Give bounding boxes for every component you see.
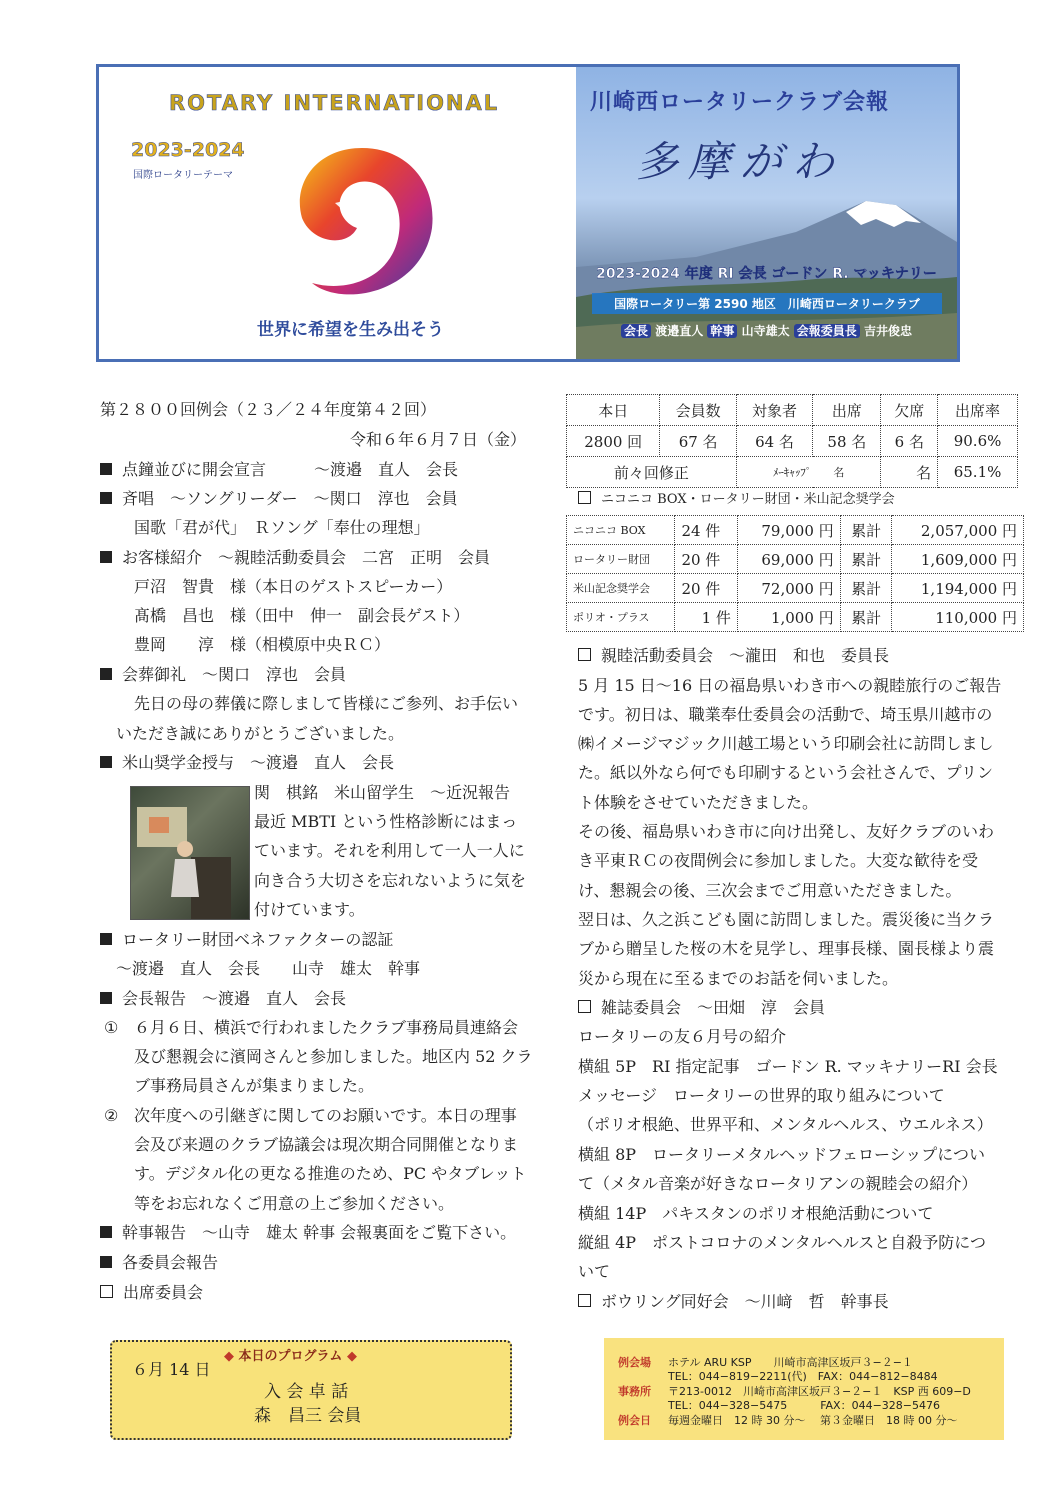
body-text: 横組 5P RI 指定記事 ゴードン R. マッキナリーRI 会長 <box>578 1057 998 1076</box>
bullet-icon <box>100 1226 112 1238</box>
agenda-text: 会葬御礼 ～関口 淳也 会員 <box>122 665 347 684</box>
checkbox-icon <box>578 491 591 504</box>
agenda-item <box>100 462 458 478</box>
body-text: いて <box>578 1262 611 1281</box>
table-cell: 米山記念奨学会 <box>567 574 675 603</box>
officers-line <box>576 322 957 339</box>
checkbox-icon <box>578 648 591 661</box>
table-header: 出席率 <box>938 395 1018 426</box>
guest-line: 髙橋 昌也 様（田中 伸一 副会長ゲスト） <box>134 606 470 625</box>
president-line: 2023-2024 年度 RI 会長 ゴードン R. マッキナリー <box>596 266 937 282</box>
scholar-report: 付けています。 <box>254 900 365 919</box>
body-text: き平東ＲＣの夜間例会に参加しました。大変な歓待を受 <box>578 851 979 870</box>
bullet-icon <box>100 933 112 945</box>
diamond-icon: ◆ <box>346 1349 357 1364</box>
program-date: ６月 14 日 <box>132 1360 211 1379</box>
body-text: け、懇親会の後、三次会までご用意いただきました。 <box>578 881 962 900</box>
agenda-text: お客様紹介 ～親睦活動委員会 二宮 正明 会員 <box>122 548 491 567</box>
table-row <box>567 516 1024 545</box>
body-text: いただき誠にありがとうございました。 <box>116 724 405 743</box>
body-text: 横組 8P ロータリーメタルヘッドフェローシップについ <box>578 1145 985 1164</box>
donation-table <box>566 515 1024 632</box>
committee-heading <box>578 1000 825 1016</box>
venue-label: 例会場 <box>618 1356 651 1369</box>
report-text: 次年度への引継ぎに関してのお願いです。本日の理事 <box>134 1106 517 1125</box>
table-cell: 累計 <box>840 545 892 574</box>
agenda-text: 国歌「君が代」 Ｒソング「奉仕の理想」 <box>134 518 430 537</box>
table-cell: 2,057,000 円 <box>892 516 1024 545</box>
committee-heading <box>578 648 889 664</box>
body-text: 縦組 4P ポストコロナのメンタルヘルスと自殺予防につ <box>578 1233 986 1252</box>
ri-theme-logo-icon <box>287 143 437 303</box>
table-cell: ニコニコ BOX <box>567 516 675 545</box>
table-row <box>567 545 1024 574</box>
table-header: 対象者 <box>736 395 812 426</box>
day-text: 毎週金曜日 12 時 30 分～ 第３金曜日 18 時 00 分～ <box>668 1414 958 1427</box>
table-cell: 67 名 <box>660 426 736 457</box>
agenda-text: ～渡邉 直人 会長 山寺 雄太 幹事 <box>116 959 421 978</box>
agenda-text: 米山奨学金授与 ～渡邉 直人 会長 <box>122 753 395 772</box>
body-text: ブから贈呈した桜の木を見学し、理事長様、園長様より震 <box>578 939 995 958</box>
table-row <box>567 603 1024 632</box>
ri-year: 2023-2024 <box>131 139 245 161</box>
meeting-date: 令和６年６月７日（金） <box>350 430 527 449</box>
checkbox-icon <box>100 1285 113 1298</box>
report-text: す。デジタル化の更なる推進のため、PC やタブレット <box>134 1164 527 1183</box>
report-text: 会及び来週のクラブ協議会は現次期合同開催となりま <box>134 1135 519 1154</box>
agenda-text: 会長報告 ～渡邉 直人 会長 <box>122 989 347 1008</box>
agenda-text: 各委員会報告 <box>122 1253 219 1272</box>
bullet-icon <box>100 463 112 475</box>
body-text: です。初日は、職業奉仕委員会の活動で、埼玉県川越市の <box>578 705 993 724</box>
table-cell: 累計 <box>840 603 892 632</box>
attendance-table <box>566 394 1018 488</box>
secretary-name: 山寺雄太 <box>741 324 790 338</box>
agenda-item <box>100 1255 218 1271</box>
office-tel: TEL：044−328−5475 FAX：044−328−5476 <box>668 1399 941 1412</box>
program-line: 入 会 卓 話 <box>264 1382 349 1402</box>
ri-slogan: 世界に希望を生み出そう <box>257 320 444 340</box>
newsletter-header <box>96 64 960 362</box>
table-row <box>567 457 1018 488</box>
agenda-text: 点鐘並びに開会宣言 ～渡邉 直人 会長 <box>122 460 459 479</box>
table-header: 会員数 <box>660 395 736 426</box>
report-text: ６月６日、横浜で行われましたクラブ事務局員連絡会 <box>134 1018 519 1037</box>
president-name: 渡邉直人 <box>655 324 704 338</box>
checkbox-icon <box>578 1000 591 1013</box>
body-text: 先日の母の葬儀に際しまして皆様にご参列、お手伝い <box>134 694 519 713</box>
body-text: て（メタル音楽が好きなロータリアンの親睦会の紹介） <box>578 1174 978 1193</box>
agenda-item <box>100 667 346 683</box>
ri-theme-banner <box>99 67 573 359</box>
venue-text: ホテル ARU KSP 川崎市高津区坂戸３−２−１ <box>668 1356 913 1369</box>
bullet-icon <box>100 492 112 504</box>
table-cell: 58 名 <box>813 426 881 457</box>
ri-title: ROTARY INTERNATIONAL <box>169 91 500 115</box>
scholar-report: 関 棋銘 米山留学生 ～近況報告 <box>254 783 511 802</box>
table-cell: 20 件 <box>675 574 737 603</box>
table-cell: 79,000 円 <box>737 516 840 545</box>
speaker-photo-icon <box>131 787 249 919</box>
agenda-item <box>100 932 393 948</box>
program-title <box>224 1350 357 1363</box>
venue-tel: TEL：044−819−2211(代) FAX：044−812−8484 <box>668 1370 938 1383</box>
table-cell: 6 名 <box>881 426 938 457</box>
agenda-item <box>100 755 394 771</box>
body-text: メッセージ ロータリーの世界的取り組みについて <box>578 1086 945 1105</box>
report-text: 等をお忘れなくご用意の上ご参加ください。 <box>134 1194 455 1213</box>
meeting-number: 第２８００回例会（２３／２４年度第４２回） <box>100 400 437 419</box>
bullet-icon <box>100 551 112 563</box>
bullet-icon <box>100 1256 112 1268</box>
body-text: た。紙以外なら何でも印刷するという会社さんで、プリン <box>578 763 994 782</box>
body-text: 横組 14P パキスタンのポリオ根絶活動について <box>578 1204 934 1223</box>
checkbox-icon <box>578 1294 591 1307</box>
table-cell: 2800 回 <box>567 426 660 457</box>
agenda-item <box>100 1225 516 1241</box>
scholar-report: ています。それを利用して一人一人に <box>254 841 525 860</box>
body-text: 翌日は、久之浜こども園に訪問しました。震災後に当クラ <box>578 910 995 929</box>
agenda-text: 幹事報告 ～山寺 雄太 幹事 会報裏面をご覧下さい。 <box>122 1223 517 1242</box>
scholar-report: 最近 MBTI という性格診断にはまっ <box>254 812 518 831</box>
box-section-title <box>578 493 895 506</box>
secretary-tag: 幹事 <box>707 324 737 338</box>
agenda-item <box>100 991 346 1007</box>
ri-theme-label: 国際ロータリーテーマ <box>133 170 233 181</box>
table-cell: 1,609,000 円 <box>892 545 1024 574</box>
guest-line: 豊岡 淳 様（相模原中央ＲＣ） <box>134 635 391 654</box>
meeting-info-box <box>604 1338 1004 1440</box>
program-title-text: 本日のプログラム <box>238 1349 343 1364</box>
table-cell: 110,000 円 <box>892 603 1024 632</box>
bullet-icon <box>100 756 112 768</box>
body-text: その後、福島県いわき市に向け出発し、友好クラブのいわ <box>578 822 995 841</box>
scholar-speech-photo <box>130 786 250 920</box>
body-text: ㈱イメージマジック川越工場という印刷会社に訪問しまし <box>578 734 994 753</box>
day-label: 例会日 <box>618 1414 651 1427</box>
office-label: 事務所 <box>618 1385 651 1398</box>
table-cell: 累計 <box>840 574 892 603</box>
guest-line: 戸沼 智貴 様（本日のゲストスピーカー） <box>134 577 453 596</box>
table-cell: 72,000 円 <box>737 574 840 603</box>
agenda-text: 出席委員会 <box>123 1283 204 1302</box>
agenda-text: 斉唱 ～ソングリーダー ～関口 淳也 会員 <box>122 489 458 508</box>
table-header: 欠席 <box>881 395 938 426</box>
agenda-item <box>100 491 458 507</box>
heading-text: 雑誌委員会 ～田畑 淳 会員 <box>601 998 826 1017</box>
table-cell: 名 <box>881 457 938 488</box>
table-cell: 累計 <box>840 516 892 545</box>
table-header: 本日 <box>567 395 660 426</box>
committee-heading <box>578 1294 889 1310</box>
table-row <box>567 426 1018 457</box>
table-cell: 90.6% <box>938 426 1018 457</box>
body-text: ロータリーの友６月号の紹介 <box>578 1027 787 1046</box>
box-title-text: ニコニコ BOX・ロータリー財団・米山記念奨学会 <box>601 492 895 507</box>
program-line: 森 昌三 会員 <box>254 1406 362 1426</box>
office-text: 〒213-0012 川崎市高津区坂戸３−２−１ KSP 西 609−D <box>668 1385 971 1398</box>
heading-text: 親睦活動委員会 ～瀧田 和也 委員長 <box>601 646 890 665</box>
agenda-item <box>100 1285 203 1301</box>
table-cell: ロータリー財団 <box>567 545 675 574</box>
president-tag: 会長 <box>621 324 651 338</box>
table-row <box>567 574 1024 603</box>
table-cell: ﾒｰｷｬｯﾌﾟ 名 <box>736 457 881 488</box>
club-title: 川崎西ロータリークラブ会報 <box>590 90 890 115</box>
body-text: 災から現在に至るまでのお話を伺いました。 <box>578 969 899 988</box>
table-row <box>567 395 1018 426</box>
editor-name: 吉井俊忠 <box>864 324 913 338</box>
table-cell: 65.1% <box>938 457 1018 488</box>
table-cell: 1,000 円 <box>737 603 840 632</box>
club-banner <box>576 67 957 359</box>
body-text: （ポリオ根絶、世界平和、メンタルヘルス、ウエルネス） <box>578 1115 993 1134</box>
agenda-item <box>100 550 490 566</box>
report-text: ブ事務局員さんが集まりました。 <box>134 1076 375 1095</box>
table-cell: 69,000 円 <box>737 545 840 574</box>
body-text: 5 月 15 日～16 日の福島県いわき市への親睦旅行のご報告 <box>578 676 1002 695</box>
heading-text: ボウリング同好会 ～川﨑 哲 幹事長 <box>601 1292 889 1311</box>
table-cell: 20 件 <box>675 545 737 574</box>
list-number: ① <box>104 1018 119 1037</box>
table-cell: 前々回修正 <box>567 457 737 488</box>
table-cell: 64 名 <box>736 426 812 457</box>
editor-tag: 会報委員長 <box>794 324 860 338</box>
club-calligraphy: 多摩がわ <box>636 137 845 186</box>
list-number: ② <box>104 1106 119 1125</box>
diamond-icon: ◆ <box>224 1349 234 1364</box>
report-text: 及び懇親会に濱岡さんと参加しました。地区内 52 クラ <box>134 1047 533 1066</box>
bullet-icon <box>100 668 112 680</box>
bullet-icon <box>100 992 112 1004</box>
table-header: 出席 <box>813 395 881 426</box>
table-cell: 1 件 <box>675 603 737 632</box>
program-box <box>110 1340 512 1440</box>
district-line: 国際ロータリー第 2590 地区 川崎西ロータリークラブ <box>592 293 942 314</box>
body-text: ト体験をさせていただきました。 <box>578 793 819 812</box>
agenda-text: ロータリー財団ベネファクターの認証 <box>122 930 394 949</box>
table-cell: 1,194,000 円 <box>892 574 1024 603</box>
scholar-report: 向き合う大切さを忘れないように気を <box>254 871 527 890</box>
table-cell: 24 件 <box>675 516 737 545</box>
table-cell: ポリオ・プラス <box>567 603 675 632</box>
